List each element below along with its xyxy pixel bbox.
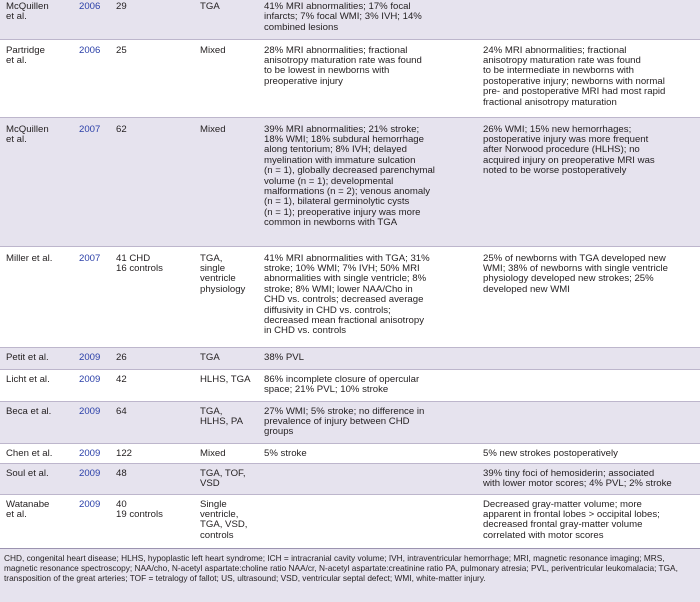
preop-cell: 38% PVL	[258, 347, 477, 369]
preop-cell: 86% incomplete closure of opercular space; 21% PVL; 10% stroke	[258, 369, 477, 401]
table-row	[0, 39, 700, 117]
population-cell: Mixed	[194, 39, 258, 117]
year-link[interactable]: 2009	[73, 347, 110, 369]
n-cell: 41 CHD 16 controls	[110, 246, 194, 347]
population-cell: HLHS, TGA	[194, 369, 258, 401]
study-cell: Petit et al.	[0, 347, 73, 369]
table-row	[0, 443, 700, 463]
n-cell: 122	[110, 443, 194, 463]
population-cell: Mixed	[194, 443, 258, 463]
study-cell: Licht et al.	[0, 369, 73, 401]
postop-cell	[477, 0, 700, 39]
population-cell: TGA, HLHS, PA	[194, 401, 258, 443]
table-footnote	[0, 548, 700, 583]
n-cell: 26	[110, 347, 194, 369]
year-link[interactable]: 2009	[73, 369, 110, 401]
year-link[interactable]: 2007	[73, 246, 110, 347]
postop-cell	[477, 347, 700, 369]
n-cell: 25	[110, 39, 194, 117]
study-cell: McQuillen et al.	[0, 0, 73, 39]
table-row	[0, 369, 700, 401]
table-row	[0, 246, 700, 347]
abbreviations-text: CHD, congenital heart disease; HLHS, hypoplastic left heart syndrome; ICH = intracranial cavity volume; IVH, intraventricular hemorrhage; MRI, magnetic resonance imaging; MRS, magnetic resonance spectroscopy; NAA/cho, N-acetyl aspartate:choline ratio NAA/cr, N-acetyl aspartate:creatinine ratio PA, pulmonary atresia; PVL, periventricular leukomalacia; TGA, transposition of the great arteries; TOF = tetralogy of fallot; US, ultrasound; VSD, ventricular septal defect; WMI, white-matter injury.	[4, 553, 678, 583]
year-link[interactable]: 2006	[73, 39, 110, 117]
study-cell: Miller et al.	[0, 246, 73, 347]
preop-cell	[258, 494, 477, 548]
population-cell: TGA	[194, 0, 258, 39]
year-link[interactable]: 2009	[73, 494, 110, 548]
study-cell: Soul et al.	[0, 463, 73, 494]
year-link[interactable]: 2007	[73, 117, 110, 246]
postop-cell: 39% tiny foci of hemosiderin; associated with lower motor scores; 4% PVL; 2% stroke	[477, 463, 700, 494]
n-cell: 48	[110, 463, 194, 494]
population-cell: Mixed	[194, 117, 258, 246]
year-link[interactable]: 2009	[73, 443, 110, 463]
year-link[interactable]: 2006	[73, 0, 110, 39]
n-cell: 40 19 controls	[110, 494, 194, 548]
year-link[interactable]: 2009	[73, 401, 110, 443]
table-row	[0, 463, 700, 494]
table-row	[0, 117, 700, 246]
study-cell: McQuillen et al.	[0, 117, 73, 246]
year-link[interactable]: 2009	[73, 463, 110, 494]
postop-cell: 24% MRI abnormalities; fractional anisotropy maturation rate was found to be intermediate in newborns with postoperative injury; newborns with normal pre- and postoperative MRI had most rapid fractional anisotropy maturation	[477, 39, 700, 117]
postop-cell	[477, 401, 700, 443]
preop-cell: 41% MRI abnormalities with TGA; 31% stroke; 10% WMI; 7% IVH; 50% MRI abnormalities with single ventricle; 8% stroke; 8% WMI; lower NAA/Cho in CHD vs. controls; decreased average diffusivity in CHD vs. controls; decreased mean fractional anisotropy in CHD vs. controls	[258, 246, 477, 347]
postop-cell: 26% WMI; 15% new hemorrhages; postoperative injury was more frequent after Norwood procedure (HLHS); no acquired injury on preoperative MRI was noted to be worse postoperatively	[477, 117, 700, 246]
study-cell: Beca et al.	[0, 401, 73, 443]
population-cell: TGA, single ventricle physiology	[194, 246, 258, 347]
postop-cell: 25% of newborns with TGA developed new WMI; 38% of newborns with single ventricle physiology developed new strokes; 25% developed new WMI	[477, 246, 700, 347]
preop-cell: 41% MRI abnormalities; 17% focal infarcts; 7% focal WMI; 3% IVH; 14% combined lesions	[258, 0, 477, 39]
study-cell: Watanabe et al.	[0, 494, 73, 548]
preop-cell	[258, 463, 477, 494]
postop-cell: Decreased gray-matter volume; more apparent in frontal lobes > occipital lobes; decreased frontal gray-matter volume correlated with motor scores	[477, 494, 700, 548]
table-row	[0, 0, 700, 39]
study-cell: Chen et al.	[0, 443, 73, 463]
population-cell: TGA, TOF, VSD	[194, 463, 258, 494]
study-cell: Partridge et al.	[0, 39, 73, 117]
table-row	[0, 494, 700, 548]
preop-cell: 28% MRI abnormalities; fractional anisotropy maturation rate was found to be lowest in newborns with preoperative injury	[258, 39, 477, 117]
postop-cell	[477, 369, 700, 401]
table-row	[0, 401, 700, 443]
n-cell: 42	[110, 369, 194, 401]
n-cell: 64	[110, 401, 194, 443]
n-cell: 62	[110, 117, 194, 246]
preop-cell: 5% stroke	[258, 443, 477, 463]
table-row	[0, 347, 700, 369]
preop-cell: 39% MRI abnormalities; 21% stroke; 18% WMI; 18% subdural hemorrhage along tentorium; 8% IVH; delayed myelination with immature sulcation (n = 1), globally decreased parenchymal volume (n = 1); developmental malformations (n = 2); venous anomaly (n = 1), bilateral germinolytic cysts (n = 1); preoperative injury was more common in newborns with TGA	[258, 117, 477, 246]
postop-cell: 5% new strokes postoperatively	[477, 443, 700, 463]
population-cell: Single ventricle, TGA, VSD, controls	[194, 494, 258, 548]
preop-cell: 27% WMI; 5% stroke; no difference in prevalence of injury between CHD groups	[258, 401, 477, 443]
n-cell: 29	[110, 0, 194, 39]
population-cell: TGA	[194, 347, 258, 369]
